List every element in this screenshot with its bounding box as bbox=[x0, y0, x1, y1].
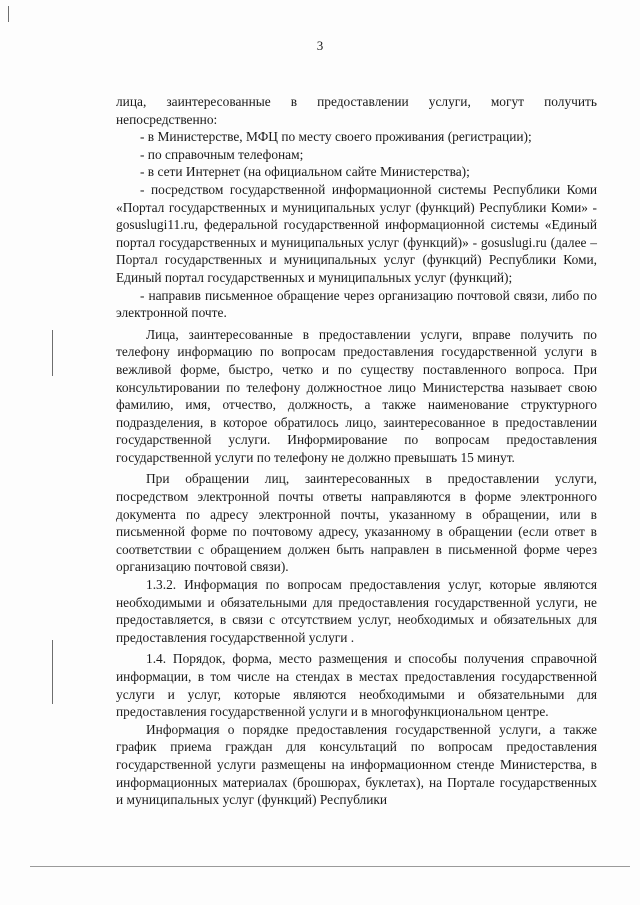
scan-artifact-margin-mark-lower bbox=[52, 640, 53, 704]
page-number: 3 bbox=[316, 38, 324, 53]
scan-bottom-edge-line bbox=[30, 866, 630, 867]
scan-artifact-top-left bbox=[8, 6, 9, 22]
scan-artifact-margin-mark bbox=[52, 330, 53, 376]
bullet-internet: - в сети Интернет (на официальном сайте Министерства); bbox=[140, 164, 470, 180]
paragraph-lead: лица, заинтересованные в предоставлении услуги, могут получить непосредственно: bbox=[116, 94, 597, 127]
document-body bbox=[116, 93, 597, 809]
paragraph-section-1-3-2: 1.3.2. Информация по вопросам предоставления услуг, которые являются необходимыми и обязательными для предоставления государственной услуги, не предоставляется, в связи с отсутствием услуг, необходимых и обязательных для предоставления государственной услуги . bbox=[116, 577, 597, 645]
paragraph-phone-consultation: Лица, заинтересованные в предоставлении услуги, вправе получить по телефону информацию по вопросам предоставления государственной услуги в вежливой форме, быстро, четко и по существу поставленного вопроса. При консультировании по телефону должностное лицо Министерства называет свою фамилию, имя, отчество, должность, а также наименование структурного подразделения, в которое обратилось лицо, заинтересованное в предоставлении государственной услуги. Информирование по вопросам предоставления государственной услуги по телефону не должно превышать 15 минут. bbox=[116, 326, 597, 465]
paragraph-section-1-4: 1.4. Порядок, форма, место размещения и способы получения справочной информации, в том числе на стендах в местах предоставления государственной услуги и услуг, которые являются необходимыми и обязательными для предоставления государственной услуги и в многофункциональном центре. bbox=[116, 651, 597, 720]
bullet-portals: - посредством государственной информационной системы Республики Коми «Портал государственных и муниципальных услуг (функций) Республики Коми» - gosuslugi11.ru, федеральной государственной информационной системы «Единый портал государственных и муниципальных услуг (функций)» - gosuslugi.ru (далее – Портал государственных и муниципальных услуг (функций) Республики Коми, Единый портал государственных и муниципальных услуг (функций); bbox=[116, 181, 597, 285]
paragraph-information-stand: Информация о порядке предоставления государственной услуги, а также график приема граждан для консультаций по вопросам предоставления государственной услуги размещены на информационном стенде Министерства, в информационных материалах (брошюрах, буклетах), на Портале государственных и муниципальных услуг (функций) Республики bbox=[116, 721, 597, 808]
bullet-postal: - направив письменное обращение через организацию почтовой связи, либо по электронной почте. bbox=[116, 287, 597, 321]
bullet-ministry-mfc: - в Министерстве, МФЦ по месту своего проживания (регистрации); bbox=[140, 129, 532, 145]
paragraph-email-replies: При обращении лиц, заинтересованных в предоставлении услуги, посредством электронной почты ответы направляются в форме электронного документа по адресу электронной почты, указанному в обращении, или в письменной форме по почтовому адресу, указанному в обращении (если ответ в соответствии с обращением должен быть направлен в письменной форме через организацию почтовой связи). bbox=[116, 471, 597, 575]
bullet-phones: - по справочным телефонам; bbox=[140, 146, 304, 162]
